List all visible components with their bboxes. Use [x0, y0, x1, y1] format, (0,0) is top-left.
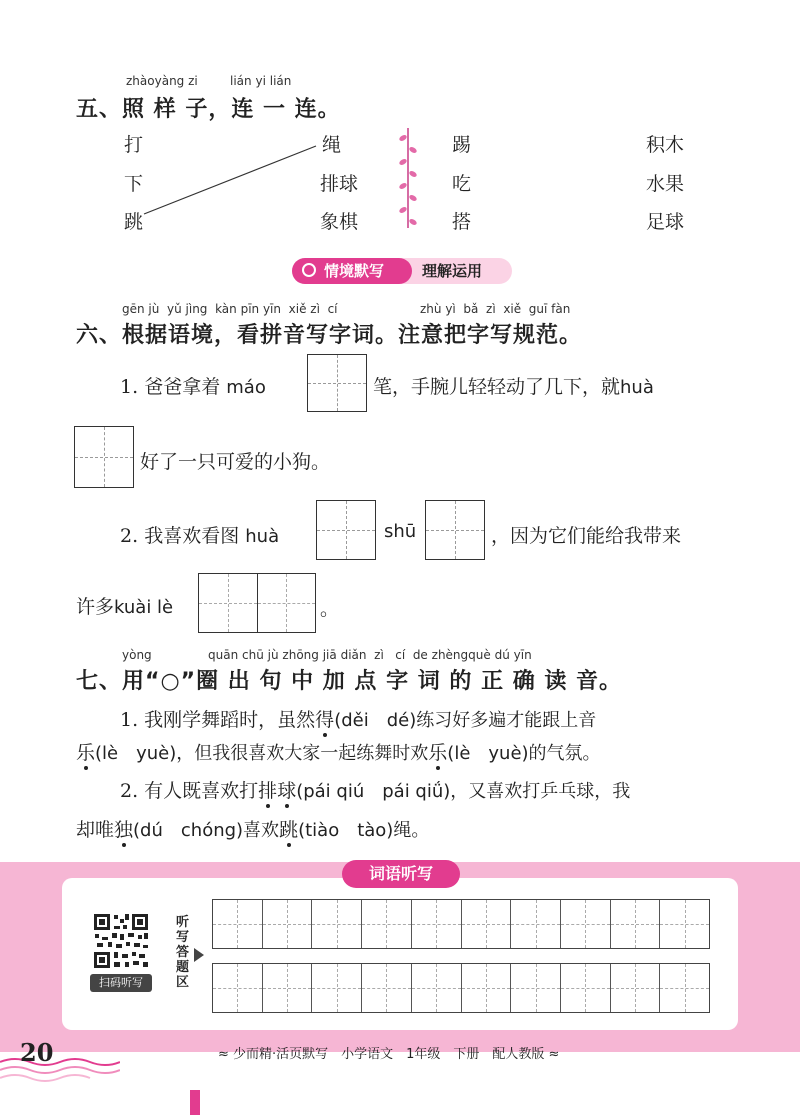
section7-heading: 七、用“○”圈 出 句 中 加 点 字 词 的 正 确 读 音。 [76, 669, 623, 694]
answer-box-shu[interactable] [425, 500, 485, 560]
answer-box-hua[interactable] [74, 426, 134, 488]
section5-heading: 五、照 样 子，连 一 连。 [76, 97, 341, 122]
q6-2-text-c: 许多kuài lè [76, 596, 174, 618]
section6-pinyin-2: zhù yì bǎ zì xiě guī fàn [420, 302, 571, 316]
q6-1-text-c: 好了一只可爱的小狗。 [140, 451, 331, 473]
vine-divider-icon [398, 126, 418, 230]
pinyin-lianyilian: lián yi lián [230, 74, 292, 88]
qr-label[interactable]: 扫码听写 [90, 974, 152, 992]
word-right-verb-3[interactable]: 搭 [452, 211, 472, 233]
section6-pinyin: gēn jù yǔ jìng kàn pīn yīn xiě zì cí [122, 302, 338, 316]
q7-1-line1: 1. 我刚学舞蹈时，虽然得(děi dé)练习好多遍才能跟上音 [120, 709, 597, 731]
page-tab-marker [190, 1090, 200, 1115]
pinyin-zhaoyangzi: zhàoyàng zi [126, 74, 198, 88]
word-right-object-2[interactable]: 水果 [646, 173, 685, 195]
word-right-verb-1[interactable]: 踢 [452, 134, 472, 156]
answer-box-hua-2[interactable] [316, 500, 376, 560]
section6-heading: 六、根据语境，看拼音写字词。注意把字写规范。 [76, 323, 583, 348]
answer-box-kuaile[interactable] [198, 573, 316, 633]
banner-left-pill: 情境默写 [292, 258, 412, 284]
q7-2-line1: 2. 有人既喜欢打排球(pái qiú pái qiǘ)，又喜欢打乒乓球，我 [120, 780, 631, 802]
word-right-verb-2[interactable]: 吃 [452, 173, 472, 195]
word-left-verb-3[interactable]: 跳 [124, 211, 144, 233]
word-left-object-2[interactable]: 排球 [320, 173, 359, 195]
footer-text: ≈ 少而精·活页默写 小学语文 1年级 下册 配人教版 ≈ [218, 1047, 560, 1062]
q6-2-text-b: ，因为它们能给我带来 [491, 525, 682, 547]
word-left-verb-1[interactable]: 打 [124, 134, 144, 156]
writing-grid-row-1[interactable] [212, 899, 710, 949]
q7-2-line2: 却唯独(dú chóng)喜欢跳(tiào tào)绳。 [76, 819, 430, 841]
banner-right-label: 理解运用 [422, 262, 483, 280]
qr-code-icon[interactable] [92, 912, 150, 970]
word-left-verb-2[interactable]: 下 [124, 173, 144, 195]
writing-grid-row-2[interactable] [212, 963, 710, 1013]
word-right-object-3[interactable]: 足球 [646, 211, 685, 233]
word-left-object-1[interactable]: 绳 [322, 134, 342, 156]
arrow-right-icon [194, 948, 204, 962]
q6-2-text-a: 2. 我喜欢看图 huà [120, 525, 280, 547]
answer-area-label: 听写答题区 [176, 915, 190, 990]
q6-1-text-b: 笔，手腕儿轻轻动了几下，就huà [373, 376, 654, 398]
wave-decoration-icon [0, 1052, 120, 1092]
word-right-object-1[interactable]: 积木 [646, 134, 685, 156]
section7-pinyin-a: yòng [122, 648, 152, 662]
dictation-title: 词语听写 [342, 860, 460, 888]
word-left-object-3[interactable]: 象棋 [320, 211, 359, 233]
answer-box-mao[interactable] [307, 354, 367, 412]
q6-1-text-a: 1. 爸爸拿着 máo [120, 376, 266, 398]
q6-2-pinyin-shu: shū [384, 521, 417, 542]
badge-icon [302, 263, 316, 277]
example-connect-line [140, 140, 320, 220]
q6-2-end: 。 [320, 598, 340, 620]
q7-1-line2: 乐(lè yuè)，但我很喜欢大家一起练舞时欢乐(lè yuè)的气氛。 [76, 742, 601, 764]
section7-pinyin-b: quān chū jù zhōng jiā diǎn zì cí de zhèngquè dú yīn [208, 648, 532, 662]
page-number: 20 [20, 1038, 54, 1067]
